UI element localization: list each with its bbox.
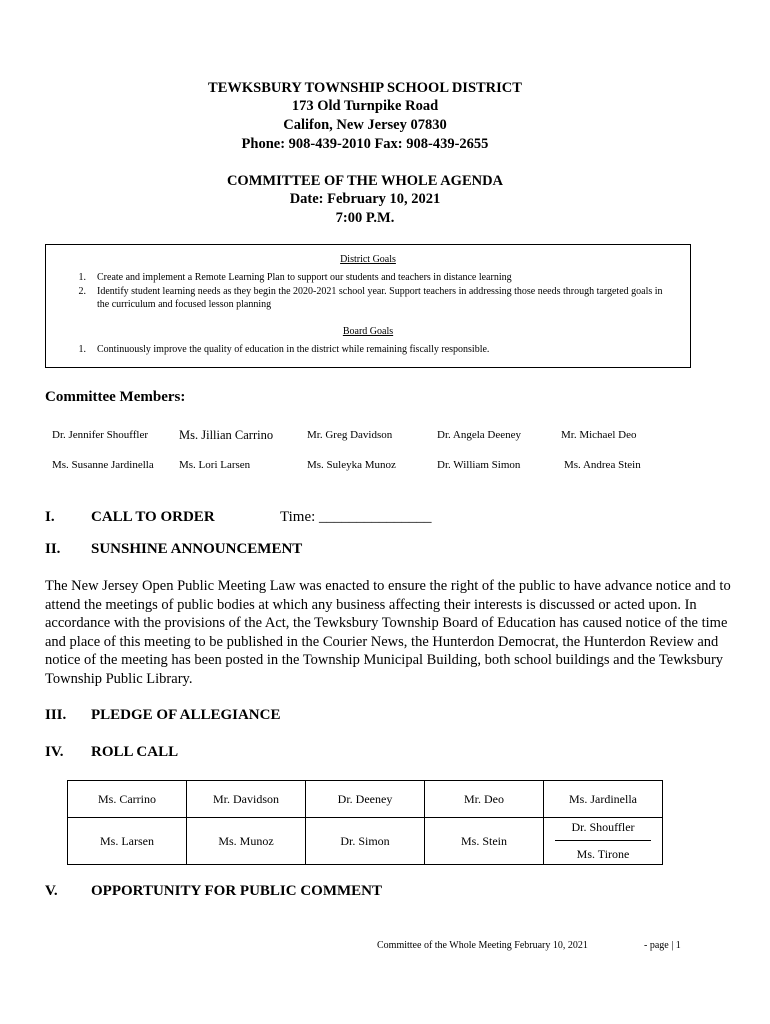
roll-call-cell: Dr. Simon (306, 818, 425, 865)
committee-member: Ms. Suleyka Munoz (307, 459, 396, 471)
roll-call-split-cell (544, 818, 663, 865)
agenda-title: COMMITTEE OF THE WHOLE AGENDA (226, 173, 504, 189)
table-row (68, 781, 663, 818)
roll-call-table (67, 780, 663, 865)
roll-call-cell: Ms. Carrino (68, 781, 187, 818)
district-goals-title: District Goals (340, 254, 396, 265)
footer-page-number: - page | 1 (644, 940, 681, 951)
roll-call-split-bottom: Ms. Tirone (576, 847, 630, 861)
roll-call-cell: Mr. Deo (425, 781, 544, 818)
section-title-pledge: PLEDGE OF ALLEGIANCE (91, 707, 281, 723)
roll-call-cell: Ms. Jardinella (544, 781, 663, 818)
goals-box (45, 244, 691, 368)
roll-call-cell: Dr. Deeney (306, 781, 425, 818)
section-number: I. (45, 509, 55, 525)
committee-member: Ms. Lori Larsen (179, 459, 251, 471)
committee-heading: Committee Members: (45, 389, 186, 405)
agenda-date: Date: February 10, 2021 (289, 191, 441, 207)
roll-call-cell: Ms. Munoz (187, 818, 306, 865)
district-city: Califon, New Jersey 07830 (283, 117, 447, 133)
district-phone-fax: Phone: 908-439-2010 Fax: 908-439-2655 (241, 136, 489, 152)
agenda-time: 7:00 P.M. (335, 210, 395, 226)
section-title-public-comment: OPPORTUNITY FOR PUBLIC COMMENT (91, 883, 382, 899)
roll-call-cell: Ms. Larsen (68, 818, 187, 865)
section-number: II. (45, 541, 61, 557)
district-goal-text: Create and implement a Remote Learning Plan to support our students and teachers in distance learning (97, 272, 512, 283)
roll-call-cell: Mr. Davidson (187, 781, 306, 818)
sunshine-paragraph: The New Jersey Open Public Meeting Law was enacted to ensure the right of the public to have advance notice and to attend the meetings of public bodies at which any business affecting their interests is discussed or acted upon. In accordance with the provisions of the Act, the Tewksbury Township Board of Education has caused notice of the time and place of this meeting to be published in the Courier News, the Hunterdon Democrat, the Hunterdon Review and notice of the meeting has been posted in the Township Municipal Building, both school buildings and the Tewksbury Township Public Library. (45, 578, 731, 687)
district-goal-number: 2. (78, 286, 86, 297)
section-number: IV. (45, 744, 64, 760)
section-number: III. (45, 707, 67, 723)
footer-meeting-label: Committee of the Whole Meeting February 10, 2021 (377, 940, 588, 951)
committee-member: Ms. Susanne Jardinella (52, 459, 154, 471)
committee-member: Dr. Angela Deeney (437, 429, 521, 441)
committee-member: Dr. Jennifer Shouffler (52, 429, 149, 441)
district-goal-number: 1. (78, 272, 86, 283)
district-name: TEWKSBURY TOWNSHIP SCHOOL DISTRICT (208, 80, 522, 96)
committee-member: Dr. William Simon (437, 459, 521, 471)
section-title-roll-call: ROLL CALL (91, 744, 179, 760)
district-address: 173 Old Turnpike Road (291, 98, 439, 114)
committee-member: Ms. Andrea Stein (564, 459, 641, 471)
roll-call-split-top: Dr. Shouffler (571, 820, 635, 834)
board-goals-title: Board Goals (342, 326, 394, 337)
section-number: V. (45, 883, 58, 899)
roll-call-cell: Ms. Stein (425, 818, 544, 865)
section-title-call-to-order: CALL TO ORDER (91, 509, 215, 525)
committee-member: Mr. Michael Deo (561, 429, 637, 441)
table-row (68, 818, 663, 865)
call-to-order-time: Time: _______________ (280, 509, 432, 525)
committee-member: Mr. Greg Davidson (307, 429, 393, 441)
district-goal-text: Identify student learning needs as they begin the 2020-2021 school year. Support teachers in addressing those needs through targeted goals in the curriculum and focused lesson planning (97, 286, 663, 310)
committee-member: Ms. Jillian Carrino (179, 428, 274, 442)
section-title-sunshine: SUNSHINE ANNOUNCEMENT (91, 541, 303, 557)
board-goal-number: 1. (78, 344, 86, 355)
board-goal-text: Continuously improve the quality of education in the district while remaining fiscally responsible. (97, 344, 490, 355)
